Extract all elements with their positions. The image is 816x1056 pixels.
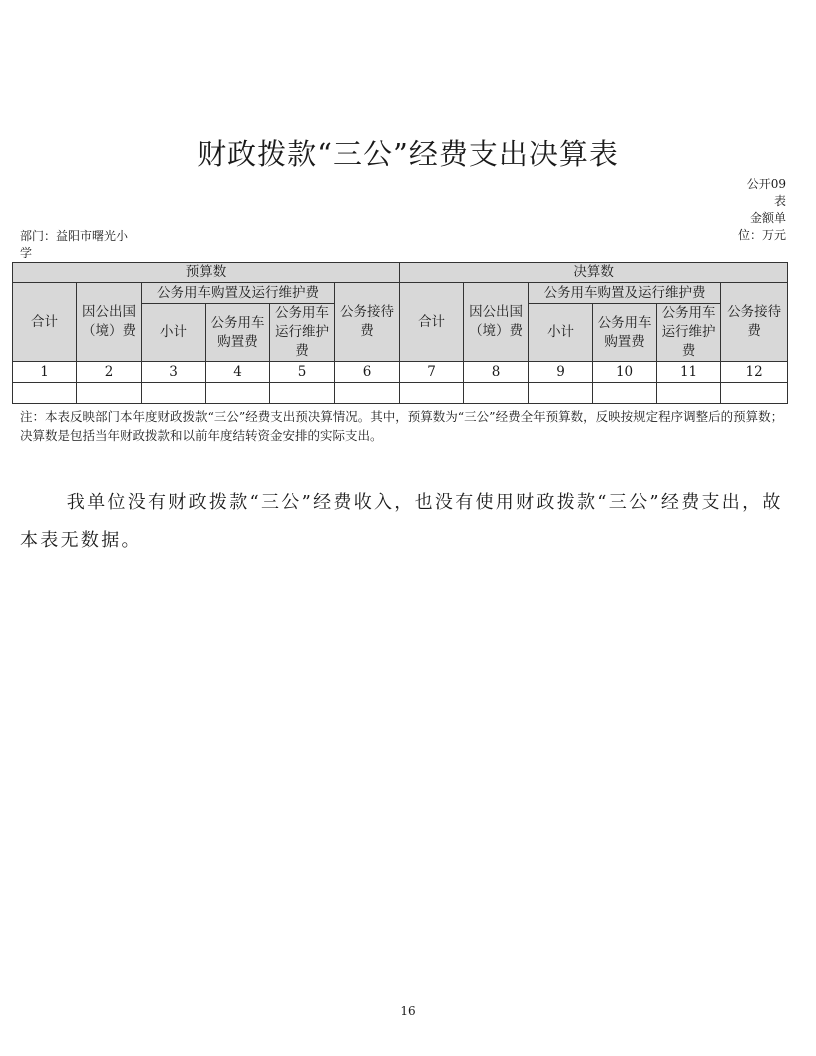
data-cell	[13, 383, 77, 404]
expenditure-table	[12, 262, 788, 404]
column-number: 3	[142, 362, 206, 383]
final-vehicle-maintenance-header: 公务用车运行维护费	[657, 304, 721, 362]
data-cell	[400, 383, 464, 404]
data-cell	[721, 383, 788, 404]
department-label: 部门：益阳市曙光小学	[20, 229, 129, 260]
budget-reception-header: 公务接待费	[335, 283, 400, 362]
budget-subtotal-header: 小计	[142, 304, 206, 362]
page-title: 财政拨款“三公”经费支出决算表	[197, 137, 619, 171]
amount-unit: 金额单位：万元	[738, 211, 787, 242]
budget-total-header: 合计	[13, 283, 77, 362]
budget-group-header: 预算数	[13, 263, 400, 283]
budget-vehicle-purchase-header: 公务用车购置费	[206, 304, 270, 362]
final-subtotal-header: 小计	[529, 304, 593, 362]
final-vehicle-group-header: 公务用车购置及运行维护费	[529, 283, 721, 304]
final-abroad-header: 因公出国（境）费	[464, 283, 529, 362]
column-number-row	[13, 362, 788, 383]
data-cell	[206, 383, 270, 404]
data-cell	[464, 383, 529, 404]
data-row	[13, 383, 788, 404]
data-cell	[335, 383, 400, 404]
column-number: 10	[593, 362, 657, 383]
budget-abroad-header: 因公出国（境）费	[77, 283, 142, 362]
column-number: 4	[206, 362, 270, 383]
column-number: 6	[335, 362, 400, 383]
final-total-header: 合计	[400, 283, 464, 362]
column-number: 1	[13, 362, 77, 383]
data-cell	[529, 383, 593, 404]
column-number: 9	[529, 362, 593, 383]
no-data-statement: 我单位没有财政拨款“三公”经费收入，也没有使用财政拨款“三公”经费支出，故本表无数据。	[20, 492, 783, 551]
data-cell	[77, 383, 142, 404]
column-number: 7	[400, 362, 464, 383]
data-cell	[270, 383, 335, 404]
table-note: 注：本表反映部门本年度财政拨款“三公”经费支出预决算情况。其中，预算数为“三公”经费全年预算数，反映按规定程序调整后的预算数；决算数是包括当年财政拨款和以前年度结转资金安排的实际支出。	[20, 409, 784, 443]
column-number: 12	[721, 362, 788, 383]
data-cell	[593, 383, 657, 404]
final-reception-header: 公务接待费	[721, 283, 788, 362]
form-number: 公开09表	[746, 177, 786, 208]
final-vehicle-purchase-header: 公务用车购置费	[593, 304, 657, 362]
column-number: 2	[77, 362, 142, 383]
column-number: 5	[270, 362, 335, 383]
budget-vehicle-group-header: 公务用车购置及运行维护费	[142, 283, 335, 304]
column-number: 8	[464, 362, 529, 383]
final-group-header: 决算数	[400, 263, 788, 283]
page-number: 16	[400, 1004, 416, 1018]
column-number: 11	[657, 362, 721, 383]
budget-vehicle-maintenance-header: 公务用车运行维护费	[270, 304, 335, 362]
data-cell	[142, 383, 206, 404]
data-cell	[657, 383, 721, 404]
